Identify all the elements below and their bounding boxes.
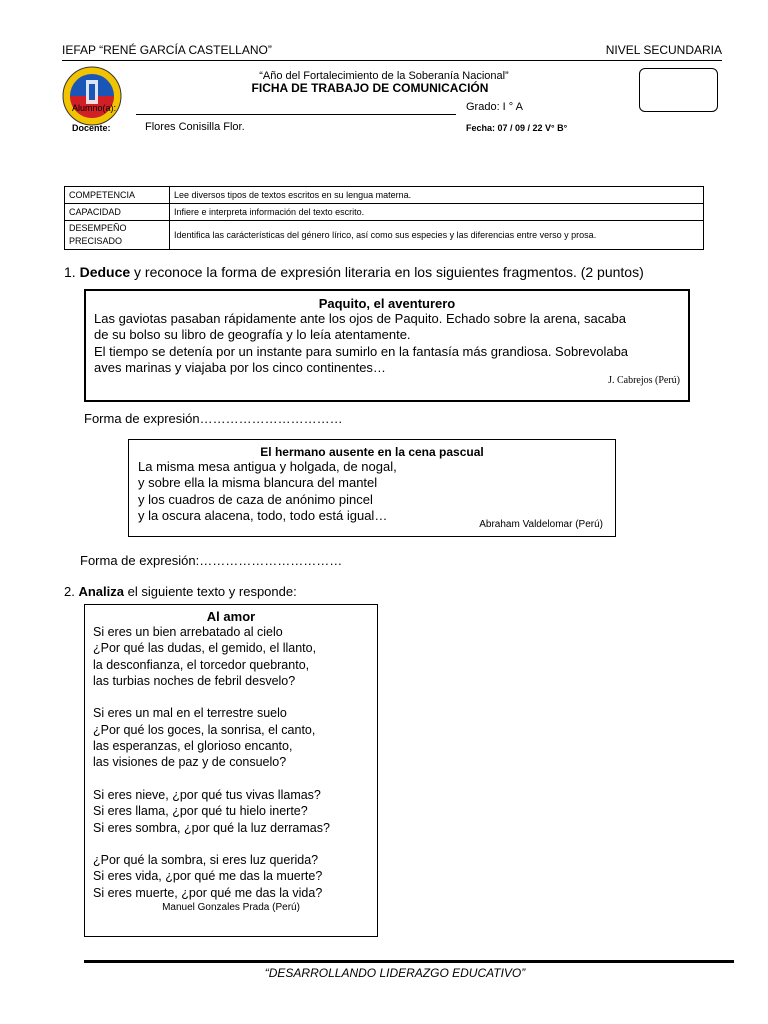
row-value: Infiere e interpreta información del texto escrito. [170,204,704,221]
level-label: NIVEL SECUNDARIA [605,43,722,57]
fragment-1-title: Paquito, el aventurero [318,296,456,311]
fragment-1-author: J. Cabrejos (Perú) [608,375,680,386]
student-label: Alumno(a): [72,103,117,113]
teacher-label: Docente: [72,123,111,133]
poem-author: Manuel Gonzales Prada (Perú) [162,902,300,913]
fragment-1-text: Las gaviotas pasaban rápidamente ante los ojos de Paquito. Echado sobre la arena, sacaba de su bolso su libro de geografía y lo leía atentamente. El tiempo se detenía por un instante para sumirlo en la fantasía más grandiosa. Sobrevolaba aves marinas y viajaba por los cinco continentes… [94,311,629,375]
poem-title: Al amor [206,609,256,624]
grade-score-box[interactable] [639,68,718,112]
competency-table [64,186,704,250]
poem-text: Si eres un bien arrebatado al cielo ¿Por qué las dudas, el gemido, el llanto, la desconfianza, el torcedor quebranto, las turbias noches de febril desvelo? Si eres un mal en el terrestre suelo ¿Por qué los goces, la sonrisa, el canto, las esperanzas, el glorioso encanto, las visiones de paz y de consuelo? Si eres nieve, ¿por qué tus vivas llamas? Si eres llama, ¿por qué tu hielo inerte? Si eres sombra, ¿por qué la luz derramas? ¿Por qué la sombra, si eres luz querida? Si eres vida, ¿por qué me das la muerte? Si eres muerte, ¿por qué me das la vida? [93,625,330,900]
answer-1-line[interactable]: Forma de expresión…………………………… [84,411,343,426]
row-label: COMPETENCIA [65,187,170,204]
grade-label: Grado: I ° A [466,101,523,113]
institution-name: IEFAP “RENÉ GARCÍA CASTELLANO” [62,43,272,57]
fragment-2-author: Abraham Valdelomar (Perú) [479,519,603,530]
date-label: Fecha: 07 / 09 / 22 V° B° [466,123,568,133]
poem-box [84,604,378,937]
row-value: Lee diversos tipos de textos escritos en su lengua materna. [170,187,704,204]
fragment-2-box [128,439,616,537]
table-row [65,187,704,204]
fragment-1-box [84,289,690,402]
row-value: Identifica las carácterísticas del género lírico, así como sus especies y las diferencias entre verso y prosa. [170,221,704,250]
answer-2-line[interactable]: Forma de expresión:…………………………… [80,553,343,568]
question-1: 1. Deduce y reconoce la forma de expresión literaria en los siguientes fragmentos. (2 puntos) [64,264,644,280]
table-row [65,221,704,250]
fragment-2-text: La misma mesa antigua y holgada, de nogal, y sobre ella la misma blancura del mantel y los cuadros de caza de anónimo pincel y la oscura alacena, todo, todo está igual… [138,459,397,523]
sheet-title: FICHA DE TRABAJO DE COMUNICACIÓN [251,81,489,95]
footer-motto: “DESARROLLANDO LIDERAZGO EDUCATIVO” [264,966,526,980]
question-2: 2. Analiza el siguiente texto y responde: [64,584,297,599]
teacher-name: Flores Conisilla Flor. [145,121,245,133]
year-motto: “Año del Fortalecimiento de la Soberanía Nacional” [259,70,509,82]
row-label: CAPACIDAD [65,204,170,221]
question-1-verb: Deduce [79,264,131,280]
header-rule [62,60,722,61]
student-name-line[interactable] [136,114,456,115]
table-row [65,204,704,221]
row-label: DESEMPEÑO PRECISADO [65,221,170,250]
fragment-2-title: El hermano ausente en la cena pascual [260,445,484,459]
footer-rule [84,960,734,963]
question-2-verb: Analiza [78,584,124,599]
